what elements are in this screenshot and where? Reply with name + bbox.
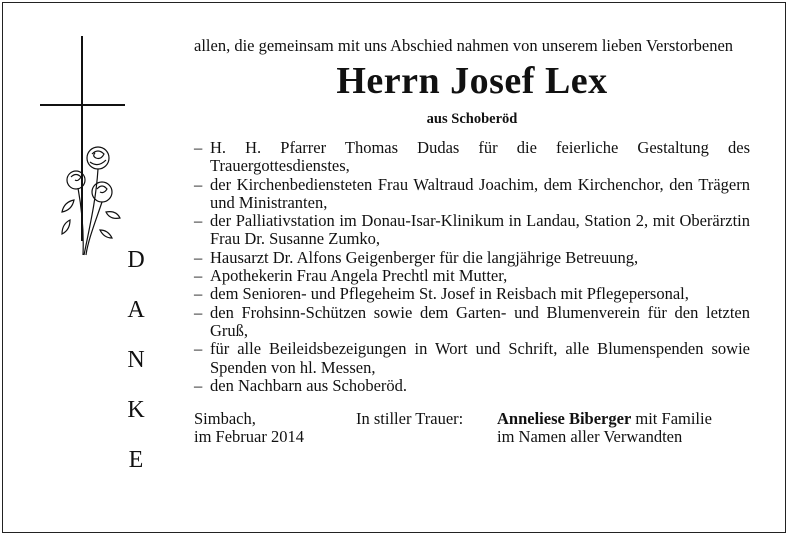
danke-letter: A <box>127 297 145 323</box>
intro-text: allen, die gemeinsam mit uns Abschied nahmen von unserem lieben Verstorbenen <box>194 36 734 55</box>
notice-content <box>194 37 750 450</box>
list-item: – den Nachbarn aus Schoberöd. <box>194 375 408 395</box>
deceased-name: Herrn Josef Lex <box>336 60 608 102</box>
footer-relatives: im Namen aller Verwandten <box>497 427 683 447</box>
danke-letter: E <box>128 447 144 473</box>
footer-location-date <box>194 410 304 447</box>
danke-letter: D <box>127 247 145 273</box>
list-item: – den Frohsinn-Schützen sowie dem Garten- und Blumenverein für den letzten Gruß, <box>194 302 750 340</box>
danke-letter: K <box>127 397 145 423</box>
list-item: – der Kirchenbediensteten Frau Waltraud Joachim, dem Kirchenchor, den Trägern und Ministranten, <box>194 174 750 212</box>
cross-horizontal-bar <box>40 104 125 106</box>
footer <box>194 410 750 450</box>
list-item: – H. H. Pfarrer Thomas Dudas für die feierliche Gestaltung des Trauergottesdienstes, <box>194 138 750 176</box>
list-item: – Hausarzt Dr. Alfons Geigenberger für die langjährige Betreuung, <box>194 247 639 267</box>
danke-letter: N <box>127 347 145 373</box>
footer-mourning-label: In stiller Trauer: <box>356 409 464 429</box>
list-item: – Apothekerin Frau Angela Prechtl mit Mutter, <box>194 266 508 286</box>
footer-date: im Februar 2014 <box>194 427 304 447</box>
mourner-suffix: mit Familie <box>631 409 712 429</box>
footer-mourners <box>497 410 712 447</box>
list-item: – der Palliativstation im Donau-Isar-Klinikum in Landau, Station 2, mit Oberärztin Frau Dr. Susanne Zumko, <box>194 211 750 249</box>
thanks-list <box>194 139 750 395</box>
mourner-name: Anneliese Biberger <box>497 409 632 429</box>
list-item: – für alle Beileidsbezeigungen in Wort und Schrift, alle Blumenspenden sowie Spenden von hl. Messen, <box>194 339 750 377</box>
roses-icon <box>56 140 126 260</box>
footer-location: Simbach, <box>194 409 256 429</box>
danke-vertical-text <box>118 235 154 485</box>
list-item: – dem Senioren- und Pflegeheim St. Josef in Reisbach mit Pflegepersonal, <box>194 284 689 304</box>
deceased-place: aus Schoberöd <box>426 111 518 127</box>
